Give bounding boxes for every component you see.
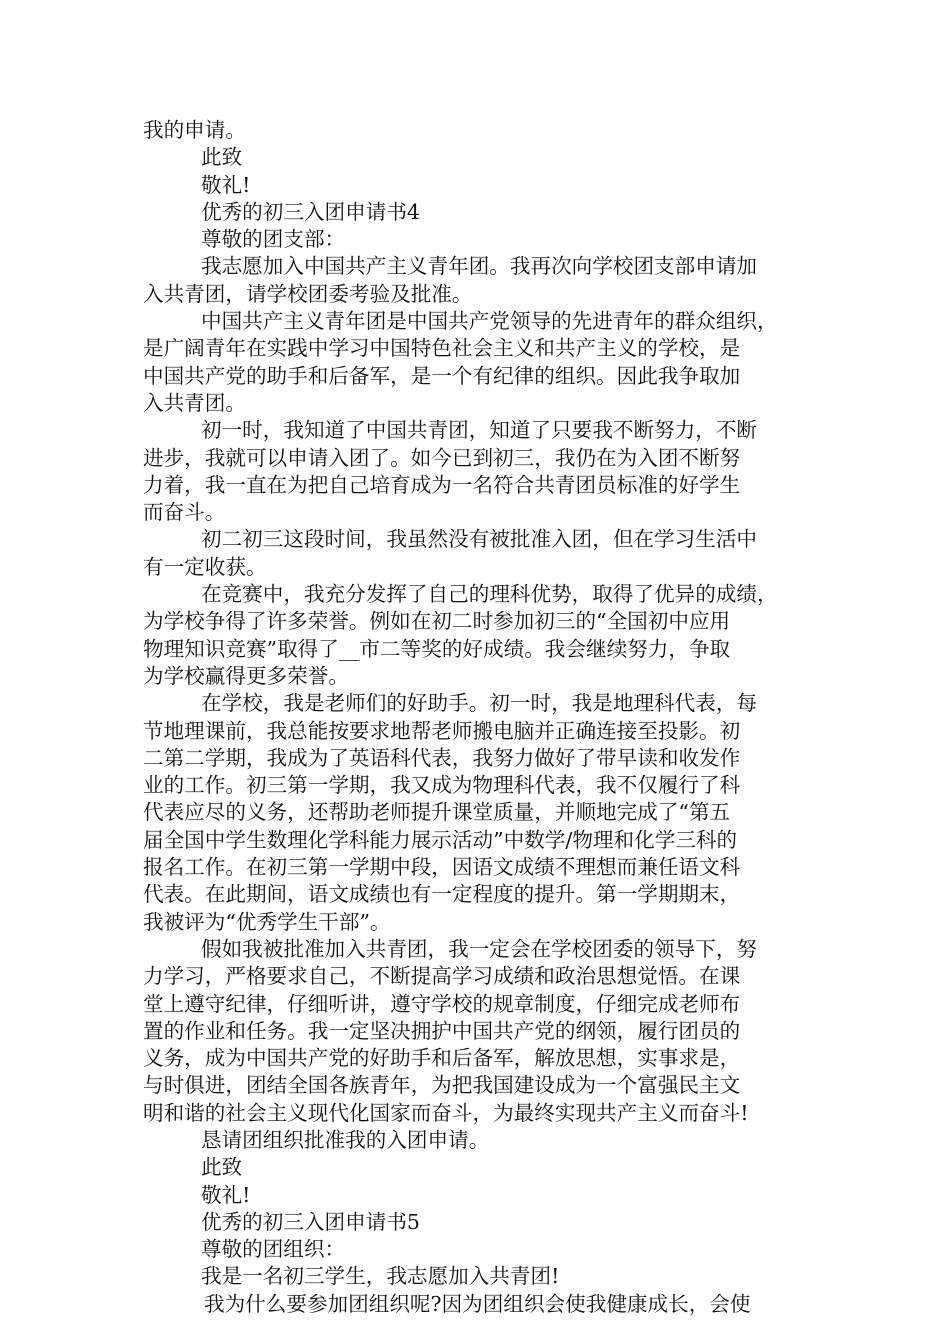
text-line: 在学校，我是老师们的好助手。初一时，我是地理科代表，每 (201, 691, 758, 716)
text-line: 我被评为“优秀学生干部”。 (143, 909, 391, 934)
text-line: 节地理课前，我总能按要求地帮老师搬电脑并正确连接至投影。初 (143, 718, 741, 743)
text-line: 入共青团，请学校团委考验及批准。 (143, 281, 473, 306)
text-line: 为学校赢得更多荣誉。 (143, 663, 349, 688)
text-line: 置的作业和任务。我一定坚决拥护中国共产党的纲领，履行团员的 (143, 1018, 741, 1043)
text-line: 堂上遵守纪律，仔细听讲，遵守学校的规章制度，仔细完成老师布 (143, 991, 741, 1016)
text-line: 尊敬的团支部： (201, 227, 346, 252)
text-line: 与时俱进，团结全国各族青年，为把我国建设成为一个富强民主文 (143, 1073, 741, 1098)
document-page (143, 117, 813, 1318)
text-line: 为学校争得了许多荣誉。例如在初二时参加初三的“全国初中应用 (143, 609, 731, 634)
text-line: 业的工作。初三第一学期，我又成为物理科代表，我不仅履行了科 (143, 773, 741, 798)
text-line: 在竞赛中，我充分发挥了自己的理科优势，取得了优异的成绩， (201, 582, 778, 607)
text-line: 此致 (201, 145, 243, 170)
text-line: 入共青团。 (143, 390, 246, 415)
text-line: 明和谐的社会主义现代化国家而奋斗，为最终实现共产主义而奋斗! (143, 1100, 749, 1125)
text-line: 恳请团组织批准我的入团申请。 (201, 1127, 490, 1152)
text-line: 进步，我就可以申请入团了。如今已到初三，我仍在为入团不断努 (143, 445, 741, 470)
text-line: 中国共产党的助手和后备军，是一个有纪律的组织。因此我争取加 (143, 363, 741, 388)
text-line: 力着，我一直在为把自己培育成为一名符合共青团员标准的好学生 (143, 472, 741, 497)
text-line: 我的申请。 (143, 118, 246, 142)
text-line: 优秀的初三入团申请书5 (201, 1209, 421, 1234)
text-line: 我为什么要参加团组织呢?因为团组织会使我健康成长，会使 (204, 1291, 751, 1316)
text-line: 力学习，严格要求自己，不断提高学习成绩和政治思想觉悟。在课 (143, 964, 741, 989)
text-line: 报名工作。在初三第一学期中段，因语文成绩不理想而兼任语文科 (143, 855, 741, 880)
text-line: 我是一名初三学生，我志愿加入共青团! (201, 1264, 560, 1289)
text-line: 优秀的初三入团申请书4 (201, 199, 421, 224)
text-line: 中国共产主义青年团是中国共产党领导的先进青年的群众组织， (201, 309, 778, 334)
text-line: 我志愿加入中国共产主义青年团。我再次向学校团支部申请加 (201, 254, 758, 279)
text-line: 代表应尽的义务，还帮助老师提升课堂质量，并顺地完成了“第五 (143, 800, 731, 825)
text-line: 二第二学期，我成为了英语科代表，我努力做好了带早读和收发作 (143, 745, 741, 770)
text-line: 初二初三这段时间，我虽然没有被批准入团，但在学习生活中 (201, 527, 758, 552)
text-line: 物理知识竞赛”取得了__市二等奖的好成绩。我会继续努力，争取 (143, 636, 731, 661)
text-line: 是广阔青年在实践中学习中国特色社会主义和共产主义的学校，是 (143, 336, 741, 361)
text-line: 假如我被批准加入共青团，我一定会在学校团委的领导下，努 (201, 936, 758, 961)
text-line: 届全国中学生数理化学科能力展示活动”中数学/物理和化学三科的 (143, 827, 738, 852)
text-line: 初一时，我知道了中国共青团，知道了只要我不断努力，不断 (201, 418, 758, 443)
text-line: 尊敬的团组织： (201, 1237, 346, 1262)
text-line: 敬礼! (201, 172, 251, 197)
text-line: 而奋斗。 (143, 500, 226, 525)
text-line: 有一定收获。 (143, 554, 267, 579)
text-line: 敬礼! (201, 1182, 251, 1207)
text-line: 义务，成为中国共产党的好助手和后备军，解放思想，实事求是， (143, 1046, 741, 1071)
text-line: 代表。在此期间，语文成绩也有一定程度的提升。第一学期期末， (143, 882, 741, 907)
text-line: 此致 (201, 1155, 243, 1180)
